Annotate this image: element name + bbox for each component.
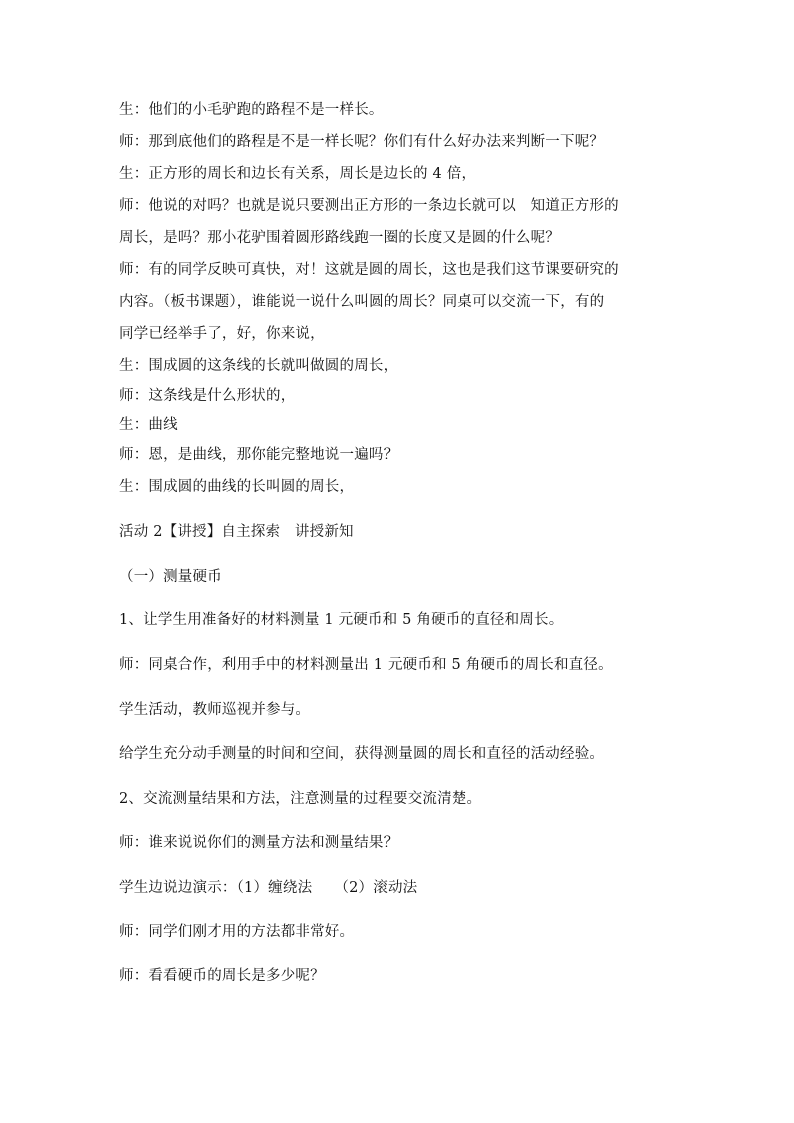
- dialogue-line: 内容。（板书课题），谁能说一说什么叫圆的周长？同桌可以交流一下，有的: [119, 294, 605, 310]
- activity-heading: 活动 2【讲授】自主探索 讲授新知: [119, 524, 354, 540]
- dialogue-line: 生：他们的小毛驴跑的路程不是一样长。: [119, 102, 384, 118]
- dialogue-line: 师：有的同学反映可真快，对！这就是圆的周长，这也是我们这节课要研究的: [119, 262, 619, 278]
- body-line: 2、交流测量结果和方法，注意测量的过程要交流清楚。: [119, 791, 482, 807]
- dialogue-line: 生：围成圆的这条线的长就叫做圆的周长，: [119, 358, 399, 374]
- dialogue-line: 同学已经举手了，好，你来说，: [119, 326, 325, 342]
- dialogue-line: 师：这条线是什么形状的，: [119, 388, 296, 404]
- body-line: 师：看看硬币的周长是多少呢？: [119, 968, 325, 984]
- body-line: 师：谁来说说你们的测量方法和测量结果？: [119, 835, 399, 851]
- dialogue-line: 师：恩，是曲线，那你能完整地说一遍吗？: [119, 447, 399, 463]
- body-line: 给学生充分动手测量的时间和空间，获得测量圆的周长和直径的活动经验。: [119, 746, 605, 762]
- body-line: 师：同学们刚才用的方法都非常好。: [119, 924, 355, 940]
- dialogue-line: 周长，是吗？那小花驴围着圆形路线跑一圈的长度又是圆的什么呢？: [119, 230, 560, 246]
- dialogue-line: 师：那到底他们的路程是不是一样长呢？你们有什么好办法来判断一下呢？: [119, 134, 605, 150]
- section-heading: （一）测量硬币: [119, 569, 222, 585]
- dialogue-line: 师：他说的对吗？也就是说只要测出正方形的一条边长就可以 知道正方形的: [119, 198, 619, 214]
- dialogue-line: 生：围成圆的曲线的长叫圆的周长，: [119, 479, 355, 495]
- body-line: 1、让学生用准备好的材料测量 1 元硬币和 5 角硬币的直径和周长。: [119, 612, 564, 628]
- body-line: 学生边说边演示：（1）缠绕法 （2）滚动法: [119, 880, 418, 896]
- body-line: 学生活动，教师巡视并参与。: [119, 702, 311, 718]
- body-line: 师：同桌合作，利用手中的材料测量出 1 元硬币和 5 角硬币的周长和直径。: [119, 657, 613, 673]
- dialogue-line: 生：正方形的周长和边长有关系，周长是边长的 4 倍，: [119, 166, 477, 182]
- dialogue-line: 生：曲线: [119, 417, 178, 433]
